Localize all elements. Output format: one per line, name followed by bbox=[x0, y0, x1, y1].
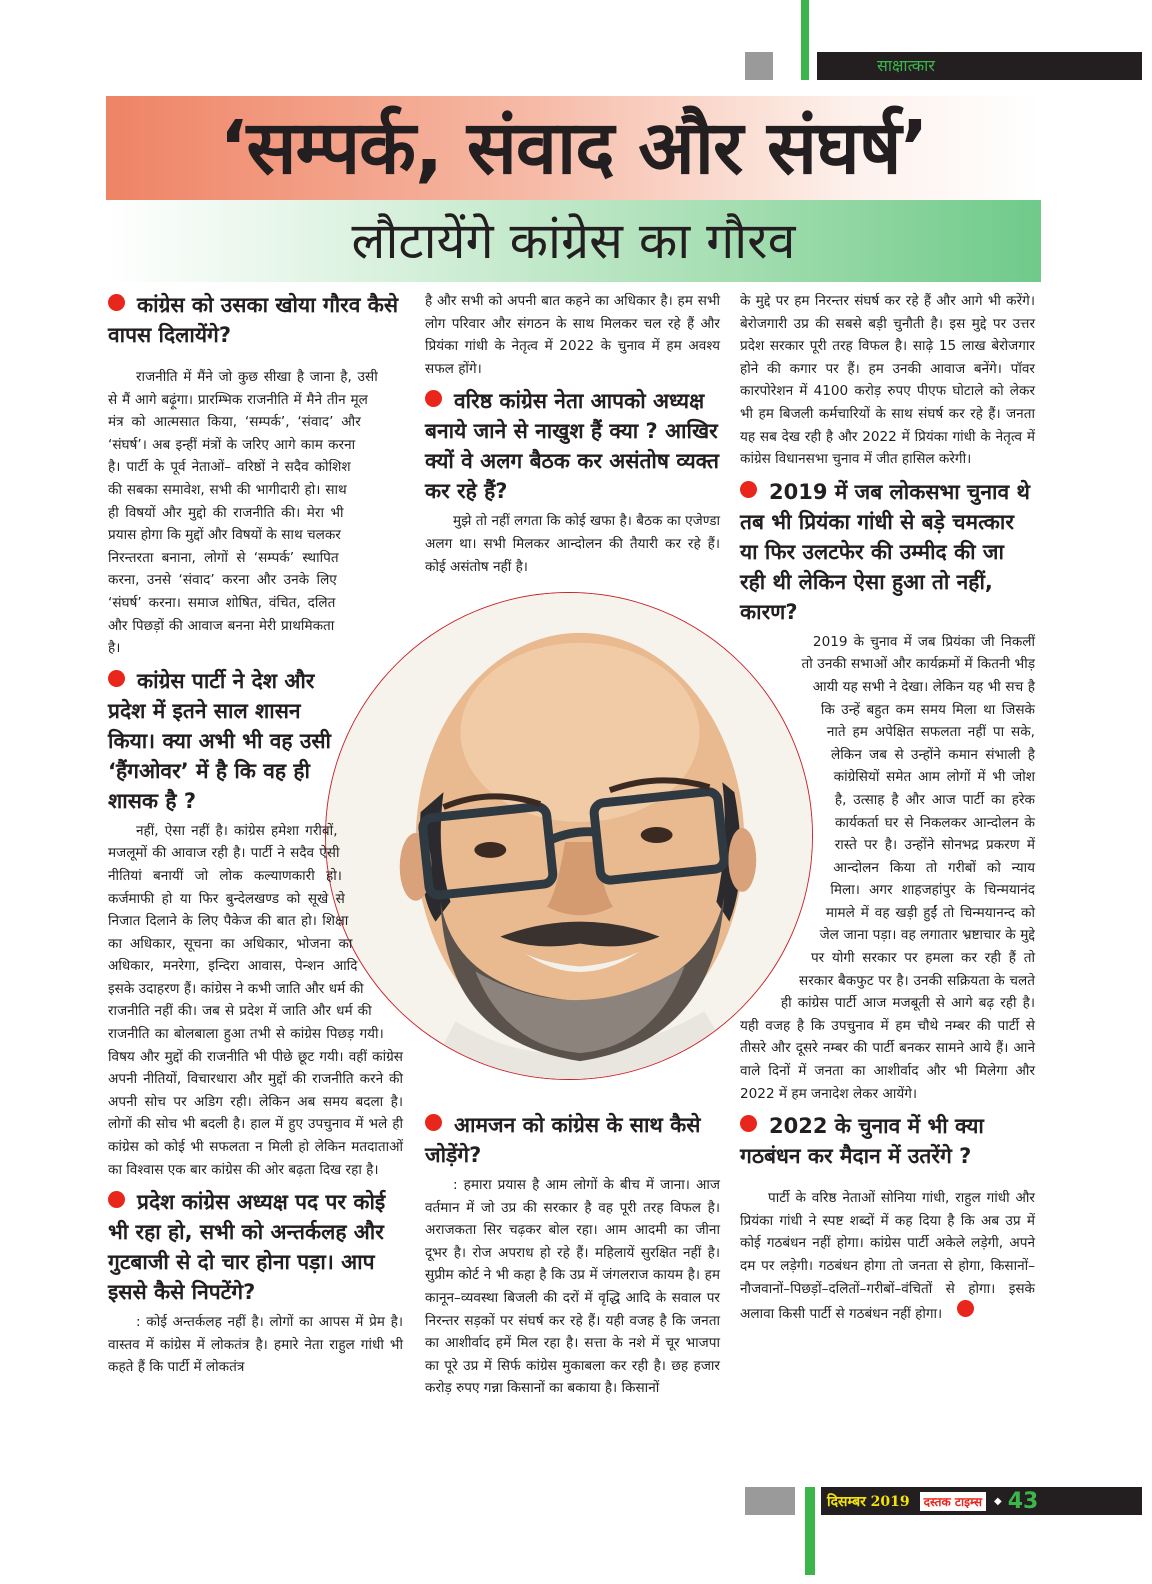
bullet-dot-icon bbox=[108, 670, 125, 687]
bullet-dot-icon bbox=[740, 1115, 757, 1132]
diamond-separator-icon: ◆ bbox=[993, 1495, 1002, 1507]
section-bar-green-rule bbox=[801, 0, 809, 80]
section-bar-gray-block bbox=[745, 52, 773, 80]
answer-paragraph: 2019 के चुनाव में जब प्रियंका जी निकलीं तो उनकी सभाओं और कार्यक्रमों में कितनी भीड़ आयी यह सभी ने देखा। लेकिन यह भी सच है कि उन्हें बहुत कम समय मिला था जिसके नाते हम अपेक्षित सफलता नहीं पा सके, लेकिन जब से उन्होंने कमान संभाली है कांग्रेसियों समेत आम लोगों में भी जोश है, उत्साह है और आज पार्टी का हरेक कार्यकर्ता घर से निकलकर आन्दोलन के रास्ते पर है। उन्होंने सोनभद्र प्रकरण में आन्दोलन किया तो गरीबों को न्याय मिला। अगर शाहजहांपुर के चिन्मयानंद मामले में वह खड़ी हुईं तो चिन्मयानन्द को जेल जाना पड़ा। वह लगातार भ्रष्टाचार के मुद्दे पर योगी सरकार पर हमला कर रही हैं तो सरकार बैकफुट पर है। उनकी सक्रियता के चलते ही कांग्रेस पार्टी आज मजबूती से आगे बढ़ रही है। यही वजह है कि उपचुनाव में हम चौथे नम्बर की पार्टी से तीसरे और दूसरे नम्बर की पार्टी बनकर सामने आये हैं। आने वाले दिनों में जनता का आशीर्वाद और भी मिलेगा और 2022 में हम जनादेश लेकर आयेंगे। bbox=[740, 633, 1035, 1102]
question-heading bbox=[740, 1111, 1035, 1171]
bullet-dot-icon bbox=[425, 390, 442, 407]
bullet-dot-icon bbox=[425, 1114, 442, 1131]
question-heading bbox=[425, 386, 720, 506]
answer-paragraph: मुझे तो नहीं लगता कि कोई खफा है। बैठक का एजेण्डा अलग था। सभी मिलकर आन्दोलन की तैयारी कर रहे हैं। कोई असंतोष नहीं है। bbox=[425, 513, 720, 575]
page-number: 43 bbox=[1007, 1488, 1039, 1514]
question-heading bbox=[108, 1187, 403, 1307]
question-text: कांग्रेस पार्टी ने देश और प्रदेश में इतने साल शासन किया। क्या अभी भी वह उसी ‘हैंगओवर’ में है कि वह ही शासक है ? bbox=[108, 668, 331, 813]
section-label: साक्षात्कार bbox=[877, 56, 935, 75]
answer-paragraph: नहीं, ऐसा नहीं है। कांग्रेस हमेशा गरीबों, मजलूमों की आवाज रही है। पार्टी ने सदैव ऐसी नीतियां बनायीं जो लोक कल्याणकारी हो। कर्जमाफी हो या फिर बुन्देलखण्ड को सूखे से निजात दिलाने के लिए पैकेज की बात हो। शिक्षा का अधिकार, सूचना का अधिकार, भोजना का अधिकार, मनरेगा, इन्दिरा आवास, पेन्शन आदि इसके उदाहरण हैं। कांग्रेस ने कभी जाति और धर्म की राजनीति नहीं की। जब से प्रदेश में जाति और धर्म की राजनीति का बोलबाला हुआ तभी से कांग्रेस पिछड़ गयी। विषय और मुद्दों की राजनीति भी पीछे छूट गयी। वहीं कांग्रेस अपनी नीतियों, विचारधारा और मुद्दों की राजनीति करने की अपनी सोच पर अडिग रही। लेकिन अब समय बदला है। लोगों की सोच भी बदली है। हाल में हुए उपचुनाव में भले ही कांग्रेस को कोई भी सफलता न मिली हो लेकिन मतदाताओं का विश्वास एक बार कांग्रेस की ओर बढ़ता दिख रहा है। bbox=[108, 822, 403, 1178]
bullet-dot-icon bbox=[108, 294, 125, 311]
section-label-bar bbox=[817, 52, 1142, 80]
article-column-2 bbox=[425, 290, 720, 584]
question-heading bbox=[740, 477, 1035, 627]
question-text: प्रदेश कांग्रेस अध्यक्ष पद पर कोई भी रहा हो, सभी को अन्तर्कलह और गुटबाजी से दो चार होना पड़ा। आप इससे कैसे निपटेंगे? bbox=[108, 1190, 386, 1305]
issue-date: दिसम्बर 2019 bbox=[827, 1493, 910, 1510]
magazine-logo: दस्तक टाइम्स bbox=[920, 1492, 986, 1511]
question-text: 2019 में जब लोकसभा चुनाव थे तब भी प्रियंका गांधी से बड़े चमत्कार या फिर उलटफेर की उम्मीद की जा रही थी लेकिन ऐसा हुआ तो नहीं, कारण? bbox=[740, 479, 1030, 624]
bullet-dot-icon bbox=[740, 481, 757, 498]
article-column-2-lower bbox=[425, 1110, 720, 1406]
article-column-3 bbox=[740, 290, 1035, 1332]
answer-paragraph: : कोई अन्तर्कलह नहीं है। लोगों का आपस में प्रेम है। वास्तव में कांग्रेस में लोकतंत्र है। हमारे नेता राहुल गांधी भी कहते हैं कि पार्टी में लोकतंत्र bbox=[108, 1314, 403, 1376]
answer-paragraph: है और सभी को अपनी बात कहने का अधिकार है। हम सभी लोग परिवार और संगठन के साथ मिलकर चल रहे हैं और प्रियंका गांधी के नेतृत्व में 2022 के चुनाव में हम अवश्य सफल होंगे। bbox=[425, 293, 720, 377]
footer-gray-block bbox=[745, 1487, 795, 1515]
question-text: आमजन को कांग्रेस के साथ कैसे जोड़ेंगे? bbox=[425, 1113, 701, 1167]
answer-paragraph bbox=[740, 1187, 1035, 1326]
end-mark-dot-icon bbox=[957, 1300, 974, 1317]
headline-title: ‘सम्पर्क, संवाद और संघर्ष’ bbox=[219, 105, 928, 191]
answer-paragraph: : हमारा प्रयास है आम लोगों के बीच में जाना। आज वर्तमान में जो उप्र की सरकार है वह पूरी तरह विफल है। अराजकता सिर चढ़कर बोल रहा। आम आदमी का जीना दूभर है। रोज अपराध हो रहे हैं। महिलायें सुरक्षित नहीं है। सुप्रीम कोर्ट ने भी कहा है कि उप्र में जंगलराज कायम है। हम कानून–व्यवस्था बिजली की दरों में वृद्धि आदि के सवाल पर निरन्तर सड़कों पर संघर्ष कर रहे हैं। यही वजह है कि जनता का आशीर्वाद हमें मिल रहा है। सत्ता के नशे में चूर भाजपा का पूरे उप्र में सिर्फ कांग्रेस मुकाबला कर रही है। छह हजार करोड़ रुपए गन्ना किसानों का बकाया है। किसानों bbox=[425, 1177, 720, 1397]
footer-bar bbox=[821, 1487, 1142, 1515]
question-text: वरिष्ठ कांग्रेस नेता आपको अध्यक्ष बनाये जाने से नाखुश हैं क्या ? आखिर क्यों वे अलग बैठक कर असंतोष व्यक्त कर रहे हैं? bbox=[425, 389, 719, 504]
question-text: 2022 के चुनाव में भी क्या गठबंधन कर मैदान में उतरेंगे ? bbox=[740, 1114, 984, 1169]
article-column-1 bbox=[108, 290, 403, 1385]
question-heading bbox=[108, 290, 403, 350]
footer-green-rule bbox=[805, 1487, 815, 1575]
question-heading bbox=[425, 1110, 720, 1170]
answer-text: पार्टी के वरिष्ठ नेताओं सोनिया गांधी, राहुल गांधी और प्रियंका गांधी ने स्पष्ट शब्दों में कह दिया है कि अब उप्र में कोई गठबंधन नहीं होगा। कांग्रेस पार्टी अकेले लड़ेगी, अपने दम पर लड़ेगी। गठबंधन होगा तो जनता से होगा, किसानों–नौजवानों–पिछड़ों–दलितों–गरीबों–वंचितों से होगा। इसके अलावा किसी पार्टी से गठबंधन नहीं होगा। bbox=[740, 1190, 1035, 1323]
answer-paragraph: के मुद्दे पर हम निरन्तर संघर्ष कर रहे हैं और आगे भी करेंगे। बेरोजगारी उप्र की सबसे बड़ी चुनौती है। इस मुद्दे पर उत्तर प्रदेश सरकार पूरी तरह विफल है। साढ़े 15 लाख बेरोजगार होने की कगार पर हैं। हम उनकी आवाज बनेंगे। पॉवर कारपोरेशन में 4100 करोड़ रुपए पीएफ घोटाले को लेकर भी हम बिजली कर्मचारियों के साथ संघर्ष कर रहे हैं। जनता यह सब देख रही है और 2022 में प्रियंका गांधी के नेतृत्व में कांग्रेस विधानसभा चुनाव में जीत हासिल करेगी। bbox=[740, 293, 1035, 468]
headline-subtitle: लौटायेंगे कांग्रेस का गौरव bbox=[351, 212, 796, 270]
bullet-dot-icon bbox=[108, 1191, 125, 1208]
answer-paragraph: राजनीति में मैंने जो कुछ सीखा है जाना है, उसी से मैं आगे बढ़ूंगा। प्रारम्भिक राजनीति में मैने तीन मूल मंत्र को आत्मसात किया, ‘सम्पर्क’, ‘संवाद’ और ‘संघर्ष’। अब इन्हीं मंत्रों के जरिए आगे काम करना है। पार्टी के पूर्व नेताओं– वरिष्ठों ने सदैव कोशिश की सबका समावेश, सभी की भागीदारी हो। साथ ही विषयों और मुद्दो की राजनीति की। मेरा भी प्रयास होगा कि मुद्दों और विषयों के साथ चलकर निरन्तरता बनाना, लोगों से ‘सम्पर्क’ स्थापित करना, उनसे ‘संवाद’ करना और उनके लिए ‘संघर्ष’ करना। समाज शोषित, वंचित, दलित और पिछड़ों की आवाज बनना मेरी प्राथमिकता है। bbox=[108, 369, 378, 657]
question-text: कांग्रेस को उसका खोया गौरव कैसे वापस दिलायेंगे? bbox=[108, 293, 399, 347]
